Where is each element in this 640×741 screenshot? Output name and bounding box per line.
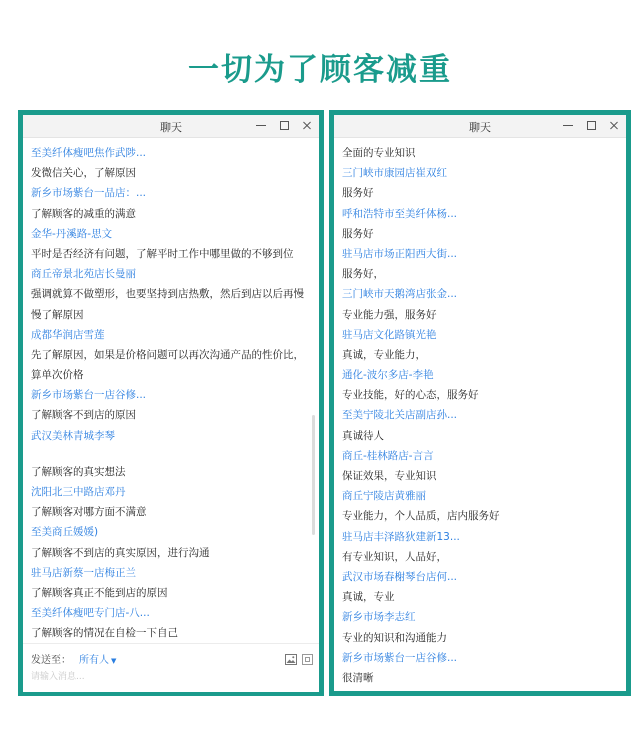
message-sender[interactable]: 新乡市场紫台一品店：... — [31, 187, 147, 200]
message-text: 服务好 — [342, 227, 374, 240]
left-window-title: 聊天 — [160, 121, 182, 134]
message-sender[interactable]: 呼和浩特市至美纤体杨... — [342, 207, 458, 220]
message-text: 很清晰 — [342, 671, 374, 684]
left-chat-window — [18, 110, 324, 696]
right-title-bar — [334, 115, 626, 138]
message-sender[interactable]: 新乡市场紫台一店谷修... — [31, 389, 147, 402]
message-text: 先了解原因，如果是价格问题可以再次沟通产品的性价比， — [31, 348, 304, 361]
message-text: 了解顾客的真实想法 — [31, 465, 126, 478]
right-message-list[interactable] — [334, 138, 626, 688]
message-text: 强调就算不做塑形，也要坚持到店热敷，然后到店以后再慢 — [31, 288, 304, 301]
left-composer — [23, 643, 319, 692]
message-sender[interactable]: 至美纤体瘦吧焦作武陟... — [31, 147, 147, 159]
message-text: 了解顾客真正不能到店的原因 — [31, 586, 168, 599]
message-sender[interactable]: 至美宁陵北关店副店孙... — [342, 409, 458, 422]
message-sender[interactable]: 新乡市场李志红 — [342, 611, 416, 624]
chevron-down-icon: ▼ — [111, 657, 117, 665]
message-sender[interactable]: 成都华润店雪莲 — [31, 328, 105, 341]
image-icon[interactable] — [285, 650, 297, 669]
left-title-bar — [23, 115, 319, 138]
message-sender[interactable]: 至美纤体瘦吧专门店-八... — [31, 607, 150, 620]
message-sender[interactable]: 通化-波尔多店-李艳 — [342, 369, 434, 382]
close-icon[interactable] — [608, 118, 620, 132]
message-sender[interactable]: 驻马店文化路镇光艳 — [342, 328, 437, 341]
left-scrollbar[interactable] — [312, 415, 315, 535]
message-sender[interactable]: 武汉美林青城李琴 — [31, 429, 115, 442]
message-text: 服务好， — [342, 268, 384, 281]
message-sender[interactable]: 武汉市场春榭琴台店何... — [342, 570, 458, 583]
message-text: 算单次价格 — [31, 369, 84, 382]
maximize-icon[interactable] — [278, 118, 290, 132]
message-text: 保证效果，专业知识 — [342, 470, 437, 482]
message-sender[interactable]: 商丘帝景北苑店长曼丽 — [31, 268, 136, 281]
page-headline: 一切为了顾客减重 — [188, 52, 452, 88]
right-window-controls — [562, 118, 620, 132]
right-window-title: 聊天 — [469, 121, 491, 134]
message-text: 专业能力，个人品质，店内服务好 — [342, 510, 500, 523]
message-text: 慢了解原因 — [31, 308, 84, 321]
message-text: 平时是否经济有问题，了解平时工作中哪里做的不够到位 — [31, 247, 294, 260]
message-sender[interactable]: 三门峡市康园店崔双红 — [342, 167, 447, 180]
message-sender[interactable]: 金华-丹溪路-思文 — [31, 227, 113, 240]
message-sender[interactable]: 驻马店丰泽路狄建新13... — [342, 530, 460, 543]
message-sender[interactable]: 三门峡市天鹅湾店张金... — [342, 288, 458, 301]
message-sender[interactable]: 沈阳北三中路店邓丹 — [31, 486, 126, 498]
message-gap — [31, 446, 319, 462]
message-text: 了解顾客对哪方面不满意 — [31, 506, 147, 519]
message-text: 全面的专业知识 — [342, 147, 416, 159]
send-to-label: 发送至： — [31, 655, 71, 666]
screenshot-icon[interactable] — [302, 650, 313, 669]
message-sender[interactable]: 商丘-桂林路店-言言 — [342, 449, 434, 462]
maximize-icon[interactable] — [585, 118, 597, 132]
recipient-value: 所有人 — [79, 655, 109, 666]
right-chat-window — [329, 110, 631, 696]
message-sender[interactable]: 至美商丘媛媛) — [31, 526, 99, 539]
minimize-icon[interactable] — [255, 118, 267, 132]
message-text: 真诚待人 — [342, 429, 384, 442]
message-text: 真诚，专业 — [342, 591, 395, 604]
message-text: 了解顾客的减重的满意 — [31, 207, 136, 220]
message-input[interactable] — [31, 669, 281, 684]
message-text: 专业技能，好的心态，服务好 — [342, 389, 479, 402]
message-sender[interactable]: 驻马店市场正阳西大街... — [342, 247, 458, 260]
left-message-list[interactable] — [23, 138, 319, 644]
message-sender[interactable]: 商丘宁陵店黄雅丽 — [342, 490, 426, 503]
message-text: 了解顾客不到店的真实原因，进行沟通 — [31, 546, 210, 559]
message-text: 专业的知识和沟通能力 — [342, 631, 447, 644]
message-text: 真诚，专业能力， — [342, 348, 426, 361]
message-text: 服务好 — [342, 187, 374, 200]
close-icon[interactable] — [301, 118, 313, 132]
message-sender[interactable]: 新乡市场紫台一店谷修... — [342, 651, 458, 664]
message-text: 发微信关心，了解原因 — [31, 167, 136, 180]
message-sender[interactable]: 驻马店新蔡一店梅正兰 — [31, 566, 136, 579]
message-text: 了解顾客的情况在自检一下自己 — [31, 627, 178, 640]
recipient-dropdown[interactable] — [79, 651, 116, 666]
minimize-icon[interactable] — [562, 118, 574, 132]
message-text: 专业能力强，服务好 — [342, 308, 437, 321]
message-text: 了解顾客不到店的原因 — [31, 409, 136, 422]
message-text: 有专业知识，人品好， — [342, 550, 447, 563]
left-window-controls — [255, 118, 313, 132]
